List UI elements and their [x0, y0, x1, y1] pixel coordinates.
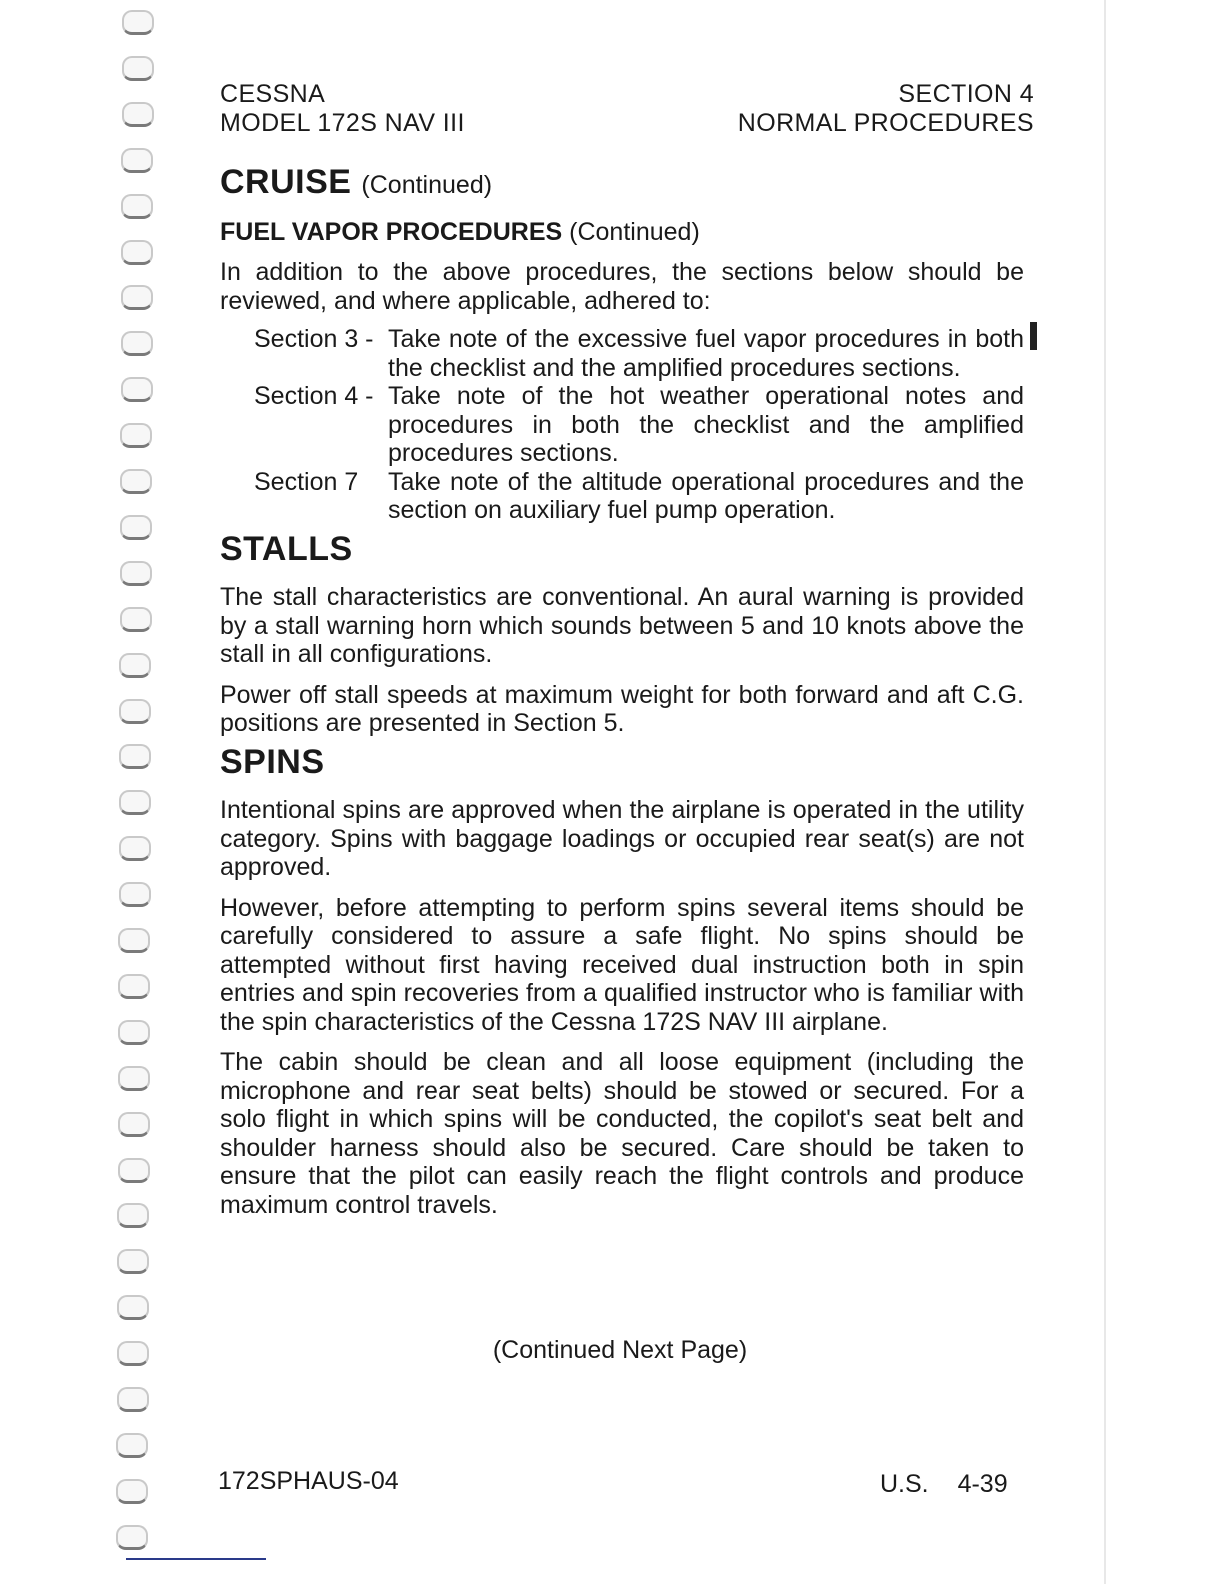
- binding-ring: [120, 607, 152, 632]
- binding-ring: [117, 1249, 149, 1274]
- page-content: [220, 163, 1024, 1219]
- binding-ring: [120, 469, 152, 494]
- footer-document-id: 172SPHAUS-04: [218, 1467, 399, 1495]
- binding-ring: [119, 653, 151, 678]
- revision-change-bar: [1030, 322, 1037, 350]
- stalls-paragraph-1: The stall characteristics are conventional. An aural warning is provided by a stall warning horn which sounds between 5 and 10 knots above the stall in all configurations.: [220, 583, 1024, 668]
- binding-ring: [116, 1479, 148, 1504]
- header-left: [220, 80, 465, 138]
- cruise-title: CRUISE: [220, 163, 352, 201]
- list-item: [254, 325, 1024, 382]
- binding-ring: [117, 1341, 149, 1366]
- binding-ring: [118, 1112, 150, 1137]
- fuel-vapor-title: FUEL VAPOR PROCEDURES: [220, 217, 563, 246]
- cruise-title-suffix: (Continued): [361, 171, 493, 199]
- spins-paragraph-1: Intentional spins are approved when the airplane is operated in the utility category. Spins with baggage loadings or occupied rear seat(s) are not approved.: [220, 796, 1024, 881]
- footer-page-info: [880, 1470, 1008, 1499]
- binding-ring: [118, 928, 150, 953]
- page-edge: [1104, 0, 1106, 1584]
- binding-ring: [120, 561, 152, 586]
- list-item: [254, 468, 1024, 525]
- fuel-vapor-intro: In addition to the above procedures, the sections below should be reviewed, and where applicable, adhered to:: [220, 258, 1024, 315]
- binding-ring: [119, 882, 151, 907]
- header-section: SECTION 4: [898, 80, 1034, 108]
- binding-ring: [117, 1295, 149, 1320]
- binding-ring: [119, 836, 151, 861]
- bottom-rule: [126, 1558, 266, 1560]
- spins-paragraph-3: The cabin should be clean and all loose equipment (including the microphone and rear seat belts) should be stowed or secured. For a solo flight in which spins will be conducted, the copilot's seat belt and shoulder harness should also be secured. Care should be taken to ensure that the pilot can easily reach the flight controls and produce maximum control travels.: [220, 1048, 1024, 1219]
- binding-ring: [118, 1066, 150, 1091]
- continued-notice: (Continued Next Page): [492, 1336, 748, 1364]
- header-right: [738, 80, 1034, 138]
- binding-ring: [120, 515, 152, 540]
- binding-ring: [116, 1525, 148, 1550]
- binding-ring: [121, 331, 153, 356]
- header-manufacturer: CESSNA: [220, 80, 326, 108]
- spins-paragraph-2: However, before attempting to perform spins several items should be carefully considered to assure a safe flight. No spins should be attempted without first having received dual instruction both in spin entries and spin recoveries from a qualified instructor who is familiar with the spin characteristics of the Cessna 172S NAV III airplane.: [220, 893, 1024, 1036]
- binding-ring: [121, 285, 153, 310]
- stalls-paragraph-2: Power off stall speeds at maximum weight for both forward and aft C.G. positions are presented in Section 5.: [220, 680, 1024, 737]
- header-model: MODEL 172S NAV III: [220, 109, 465, 137]
- stalls-heading: STALLS: [220, 529, 353, 568]
- binding-ring: [119, 699, 151, 724]
- binding-ring: [121, 377, 153, 402]
- fuel-vapor-title-suffix: (Continued): [569, 217, 700, 246]
- binding-ring: [122, 102, 154, 127]
- binding-ring: [117, 1203, 149, 1228]
- list-item-label: Section 4 -: [254, 382, 374, 410]
- spiral-binding: [118, 10, 162, 1580]
- header-section-title: NORMAL PROCEDURES: [737, 109, 1034, 137]
- binding-ring: [118, 1020, 150, 1045]
- cruise-heading: [220, 163, 1024, 201]
- fuel-vapor-heading: [220, 218, 1024, 247]
- spins-heading: SPINS: [220, 742, 325, 781]
- binding-ring: [120, 423, 152, 448]
- binding-ring: [117, 1387, 149, 1412]
- section-reference-list: [254, 325, 1024, 525]
- binding-ring: [116, 1433, 148, 1458]
- footer-page-number: 4-39: [957, 1470, 1008, 1498]
- list-item-label: Section 3 -: [254, 325, 374, 353]
- list-item-text: Take note of the hot weather operational notes and procedures in both the checklist and the amplified procedures sections.: [388, 382, 1024, 467]
- binding-ring: [118, 1158, 150, 1183]
- binding-ring: [118, 974, 150, 999]
- binding-ring: [119, 744, 151, 769]
- binding-ring: [121, 240, 153, 265]
- binding-ring: [121, 194, 153, 219]
- binding-ring: [122, 10, 154, 35]
- list-item: [254, 382, 1024, 468]
- list-item-text: Take note of the excessive fuel vapor procedures in both the checklist and the amplified procedures sections.: [388, 325, 1024, 382]
- binding-ring: [119, 790, 151, 815]
- footer-region: U.S.: [880, 1470, 929, 1498]
- list-item-label: Section 7: [254, 467, 359, 496]
- binding-ring: [121, 148, 153, 173]
- binding-ring: [122, 56, 154, 81]
- list-item-text: Take note of the altitude operational procedures and the section on auxiliary fuel pump operation.: [388, 467, 1024, 524]
